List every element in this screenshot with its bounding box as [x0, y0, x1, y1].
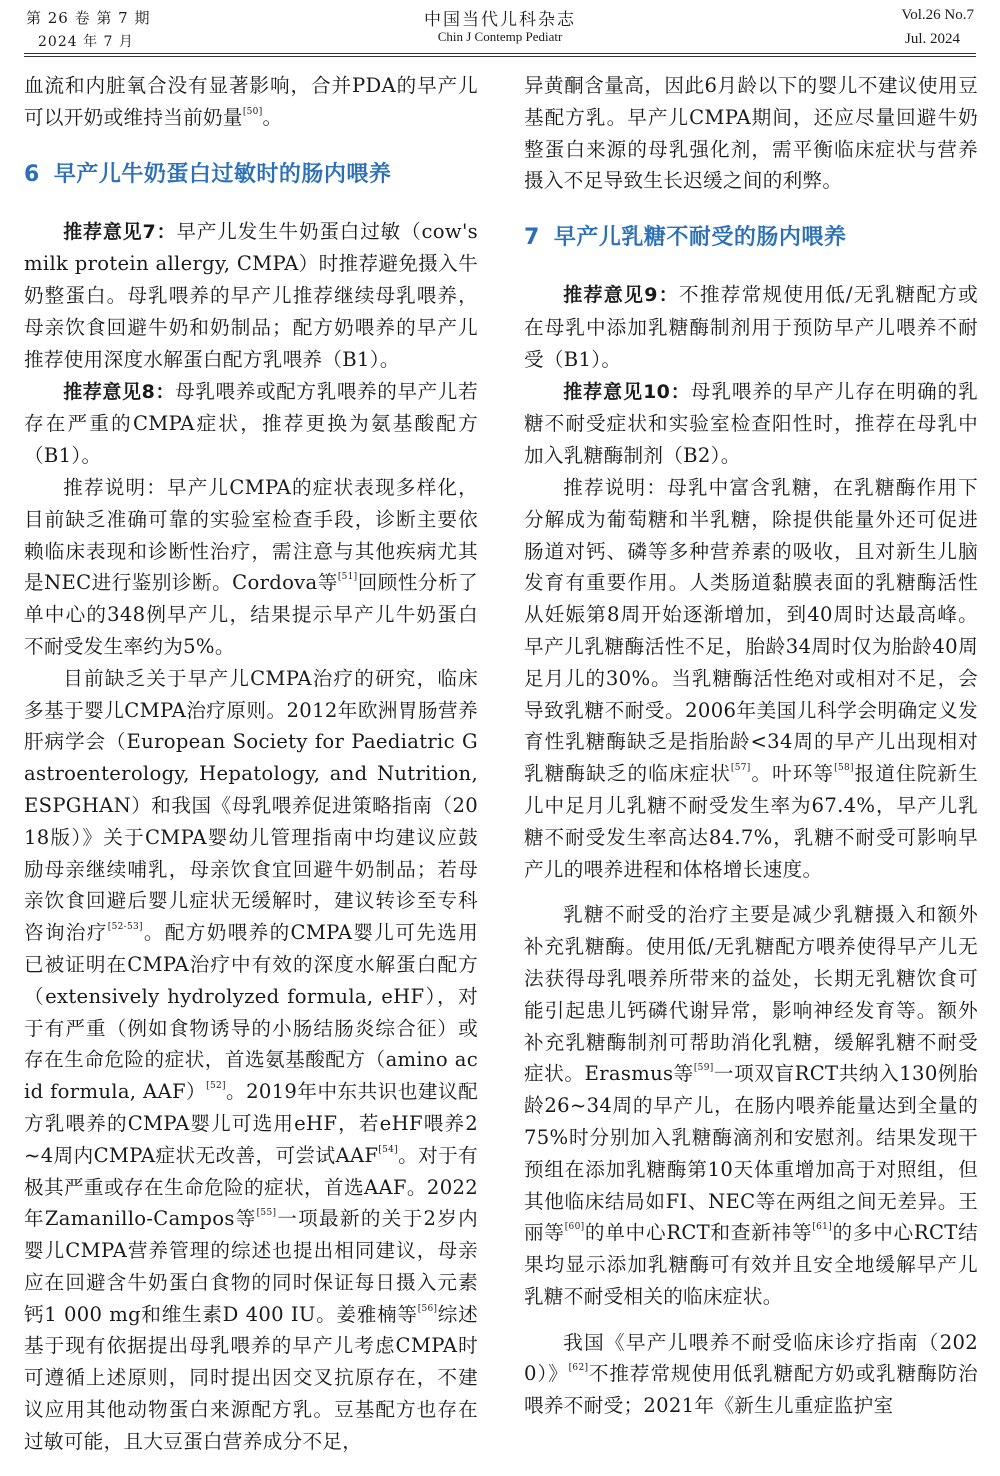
- volume-issue-cn: 第 26 卷 第 7 期: [26, 9, 151, 27]
- citation: [54]: [378, 1144, 398, 1155]
- paragraph-intro: 血流和内脏氧合没有显著影响，合并PDA的早产儿可以开奶或维持当前奶量[50]。: [24, 74, 478, 129]
- volume-issue-en: Vol.26 No.7: [901, 7, 974, 23]
- citation: [62]: [568, 1363, 589, 1374]
- explanation-cmpa: 推荐说明：早产儿CMPA的症状表现多样化，目前缺乏准确可靠的实验室检查手段，诊断主要依赖临床表现和诊断性治疗，需注意与其他疾病尤其是NEC进行鉴别诊断。Cordova等[51]回顾性分析了单中心的348例早产儿，结果提示早产儿牛奶蛋白不耐受发生率约为5%。: [24, 475, 478, 658]
- paragraph-guideline: 我国《早产儿喂养不耐受临床诊疗指南（2020）》[62]不推荐常规使用低乳糖配方奶或乳糖酶防治喂养不耐受；2021年《新生儿重症监护室: [524, 1330, 978, 1418]
- citation: [60]: [564, 1222, 585, 1233]
- section-6-heading: 6 早产儿牛奶蛋白过敏时的肠内喂养: [24, 161, 392, 187]
- date-cn: 2024 年 7 月: [38, 34, 134, 50]
- paragraph-continued: 异黄酮含量高，因此6月龄以下的婴儿不建议使用豆基配方乳。早产儿CMPA期间，还应尽量回避牛奶整蛋白来源的母乳强化剂，需平衡临床症状与营养摄入不足导致生长迟缓之间的利弊。: [524, 74, 978, 193]
- journal-title-cn: 中国当代儿科杂志: [424, 10, 576, 30]
- journal-title-en: Chin J Contemp Pediatr: [437, 29, 563, 44]
- section-7-heading: 7 早产儿乳糖不耐受的肠内喂养: [524, 225, 847, 251]
- citation: [56]: [417, 1303, 438, 1314]
- right-column: [524, 70, 978, 1422]
- citation: [57]: [730, 763, 751, 774]
- page-header: [0, 0, 1000, 56]
- recommendation-8: 推荐意见8：母乳喂养或配方乳喂养的早产儿若存在严重的CMPA症状，推荐更换为氨基酸配方（B1）。: [24, 379, 478, 468]
- recommendation-9: 推荐意见9：不推荐常规使用低/无乳糖配方或在母乳中添加乳糖酶制剂用于预防早产儿喂养不耐受（B1）。: [524, 283, 978, 371]
- citation: [59]: [693, 1063, 714, 1074]
- citation: [55]: [256, 1208, 277, 1219]
- header-rule-top: [24, 53, 976, 54]
- header-rule-bottom: [24, 56, 976, 57]
- explanation-lactose: 推荐说明：母乳中富含乳糖，在乳糖酶作用下分解成为葡萄糖和半乳糖，除提供能量外还可促进肠道对钙、磷等多种营养素的吸收，且对新生儿脑发育有重要作用。人类肠道黏膜表面的乳糖酶活性从妊娠第8周开始逐渐增加，到40周时达最高峰。早产儿乳糖酶活性不足，胎龄34周时仅为胎龄40周足月儿的30%。当乳糖酶活性绝对或相对不足，会导致乳糖不耐受。2006年美国儿科学会明确定义发育性乳糖酶缺乏是指胎龄<34周的早产儿出现相对乳糖酶缺乏的临床症状[57]。叶环等[58]报道住院新生儿中足月儿乳糖不耐受发生率为67.4%，早产儿乳糖不耐受发生率高达84.7%，乳糖不耐受可影响早产儿的喂养进程和体格增长速度。: [524, 475, 978, 881]
- citation: [52-53]: [107, 922, 143, 933]
- left-column: [24, 70, 478, 1458]
- recommendation-7: 推荐意见7：早产儿发生牛奶蛋白过敏（cow's milk protein allergy, CMPA）时推荐避免摄入牛奶整蛋白。母乳喂养的早产儿推荐继续母乳喂养，母亲饮食回避牛奶和奶制品；配方奶喂养的早产儿推荐使用深度水解蛋白配方乳喂养（B1）。: [24, 219, 478, 371]
- citation: [50]: [242, 106, 263, 117]
- citation: [61]: [812, 1222, 833, 1233]
- citation: [58]: [834, 763, 854, 774]
- citation: [51]: [337, 572, 358, 583]
- recommendation-10: 推荐意见10：母乳喂养的早产儿存在明确的乳糖不耐受症状和实验室检查阳性时，推荐在母乳中加入乳糖酶制剂（B2）。: [524, 379, 979, 468]
- paragraph-cmpa-treatment: 目前缺乏关于早产儿CMPA治疗的研究，临床多基于婴儿CMPA治疗原则。2012年欧洲胃肠营养肝病学会（European Society for Paediatric Gastroenterology, Hepatology, and Nutrition, ESPGHAN）和我国《母乳喂养促进策略指南（2018版）》关于CMPA婴幼儿管理指南中均建议应鼓励母亲继续哺乳，母亲饮食宜回避牛奶制品；若母亲饮食回避后婴儿症状无缓解时，建议转诊至专科咨询治疗[52-53]。配方奶喂养的CMPA婴儿可先选用已被证明在CMPA治疗中有效的深度水解蛋白配方（extensively hydrolyzed formula, eHF），对于有严重（例如食物诱导的小肠结肠炎综合征）或存在生命危险的症状，首选氨基酸配方（amino acid formula, AAF）[52]。2019年中东共识也建议配方乳喂养的CMPA婴儿可选用eHF，若eHF喂养2~4周内CMPA症状无改善，可尝试AAF[54]。对于有极其严重或存在生命危险的症状，首选AAF。2022年Zamanillo-Campos等[55]一项最新的关于2岁内婴儿CMPA营养管理的综述也提出相同建议，母亲应在回避含牛奶蛋白食物的同时保证每日摄入元素钙1 000 mg和维生素D 400 IU。姜雅楠等[56]综述基于现有依据提出母乳喂养的早产儿考虑CMPA时可遵循上述原则，同时提出因交叉抗原存在，不建议应用其他动物蛋白来源配方乳。豆基配方也存在过敏可能，且大豆蛋白营养成分不足，: [24, 666, 478, 1453]
- citation: [52]: [206, 1081, 226, 1092]
- paragraph-lactose-treatment: 乳糖不耐受的治疗主要是减少乳糖摄入和额外补充乳糖酶。使用低/无乳糖配方喂养使得早产儿无法获得母乳喂养所带来的益处，长期无乳糖饮食可能引起患儿钙磷代谢异常，影响神经发育等。额外补充乳糖酶制剂可帮助消化乳糖，缓解乳糖不耐受症状。Erasmus等[59]一项双盲RCT共纳入130例胎龄26~34周的早产儿，在肠内喂养能量达到全量的75%时分别加入乳糖酶滴剂和安慰剂。结果发现干预组在添加乳糖酶第10天体重增加高于对照组，但其他临床结局如FI、NEC等在两组之间无差异。王丽等[60]的单中心RCT和查新祎等[61]的多中心RCT结果均显示添加乳糖酶可有效并且安全地缓解早产儿乳糖不耐受相关的临床症状。: [524, 903, 979, 1308]
- date-en: Jul. 2024: [904, 31, 960, 47]
